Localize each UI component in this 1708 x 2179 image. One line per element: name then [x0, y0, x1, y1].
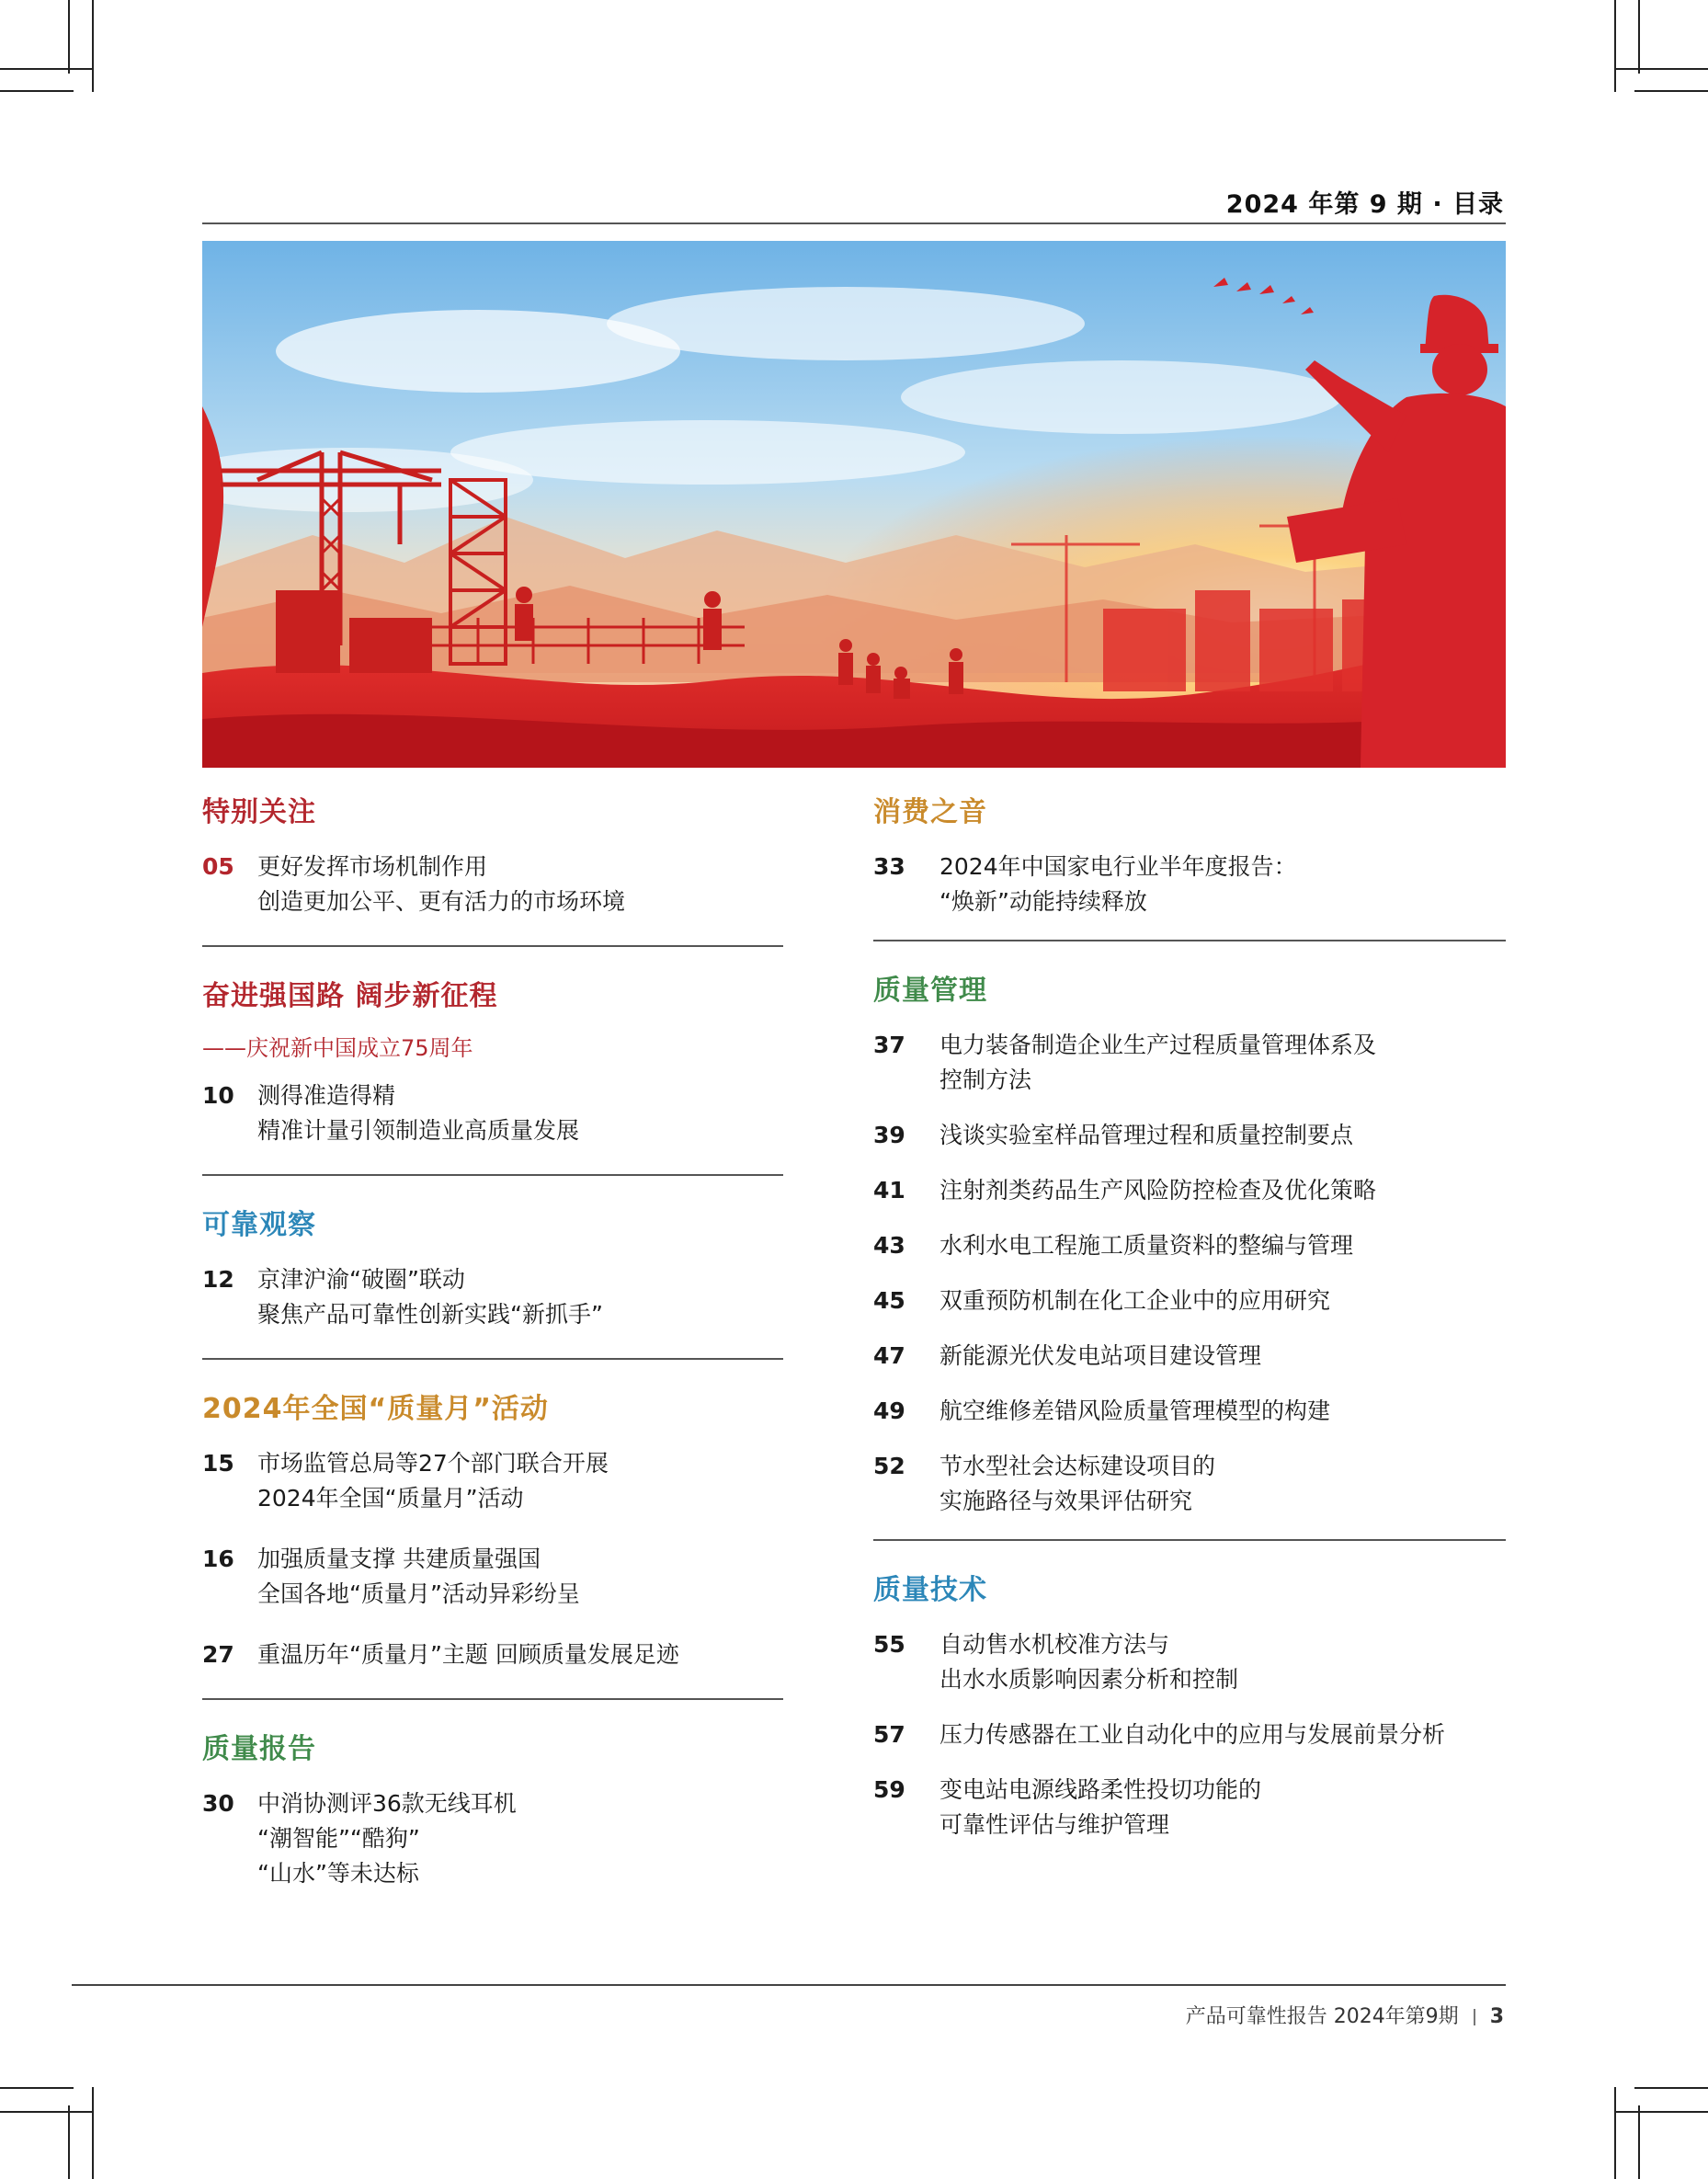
crop-mark-top-left-h	[0, 90, 74, 92]
section-subtitle: ——庆祝新中国成立75周年	[202, 1035, 473, 1061]
crop-mark-bottom-right-v	[1638, 2105, 1640, 2179]
toc-entry-line: 京津沪渝“破圈”联动	[257, 1266, 465, 1293]
toc-entry-line: 控制方法	[939, 1067, 1032, 1093]
toc-page-number: 43	[873, 1232, 905, 1259]
crop-mark-top-right-v2	[1614, 0, 1616, 92]
toc-entry[interactable]	[873, 1173, 1506, 1208]
toc-entry-line: 自动售水机校准方法与	[939, 1631, 1170, 1658]
section-divider	[202, 1698, 783, 1700]
toc-section	[873, 967, 1506, 1541]
toc-entry[interactable]	[873, 1773, 1506, 1842]
toc-page-number: 45	[873, 1287, 905, 1314]
section-heading: 奋进强国路 阔步新征程	[202, 980, 498, 1012]
toc-page-number: 47	[873, 1342, 905, 1369]
toc-entry-line: 实施路径与效果评估研究	[939, 1488, 1193, 1514]
toc-page-number: 55	[873, 1631, 905, 1658]
toc-section	[202, 1386, 783, 1700]
toc-entry[interactable]	[202, 850, 783, 919]
toc-entry-line: 浅谈实验室样品管理过程和质量控制要点	[939, 1122, 1354, 1148]
toc-entry-line: 变电站电源线路柔性投切功能的	[939, 1776, 1262, 1803]
toc-section	[202, 789, 783, 947]
footer-page-number: 3	[1489, 2005, 1504, 2028]
crop-mark-bottom-left-h	[0, 2087, 74, 2089]
toc-entry[interactable]	[202, 1786, 783, 1891]
section-divider	[202, 945, 783, 947]
toc-entry-line: 测得准造得精	[257, 1082, 396, 1109]
toc-section	[202, 1726, 783, 1891]
toc-entry-title	[939, 1394, 1330, 1429]
toc-entry-title	[257, 850, 625, 919]
toc-entry-line: 聚焦产品可靠性创新实践“新抓手”	[257, 1301, 603, 1328]
toc-section	[202, 973, 783, 1176]
crop-mark-bottom-left-v	[68, 2105, 70, 2179]
toc-page-number: 10	[202, 1082, 234, 1109]
toc-entry[interactable]	[873, 1627, 1506, 1697]
toc-entry-title	[939, 1717, 1445, 1752]
toc-entry-line: 全国各地“质量月”活动异彩纷呈	[257, 1580, 580, 1607]
toc-entry-title	[939, 1173, 1376, 1208]
toc-entry-line: 出水水质影响因素分析和控制	[939, 1666, 1239, 1693]
footer-rule	[72, 1984, 1506, 1986]
crop-mark-top-right-h	[1634, 90, 1708, 92]
crop-mark-bottom-left-v2	[92, 2087, 94, 2179]
toc-entry-line: “山水”等未达标	[257, 1860, 419, 1887]
toc-entry[interactable]	[202, 1446, 783, 1516]
toc-entry-line: 电力装备制造企业生产过程质量管理体系及	[939, 1032, 1377, 1058]
toc-entry-line: 2024年全国“质量月”活动	[257, 1485, 524, 1512]
crop-mark-top-left-h2	[0, 68, 92, 70]
toc-entry-title	[939, 1118, 1353, 1153]
footer-publication: 产品可靠性报告 2024年第9期	[1185, 2005, 1459, 2028]
toc-entry[interactable]	[873, 1339, 1506, 1374]
section-heading: 质量报告	[202, 1733, 316, 1765]
footer-divider	[1474, 2009, 1475, 2025]
toc-entry-line: 航空维修差错风险质量管理模型的构建	[939, 1398, 1331, 1424]
toc-entry[interactable]	[873, 1228, 1506, 1263]
section-divider	[873, 1539, 1506, 1541]
toc-page-number: 05	[202, 853, 234, 880]
toc-page-number: 30	[202, 1790, 234, 1817]
toc-section	[202, 1202, 783, 1360]
toc-page-number: 59	[873, 1776, 905, 1803]
toc-entry-title	[939, 1627, 1238, 1697]
toc-section	[873, 1567, 1506, 1842]
section-heading: 消费之音	[873, 796, 987, 828]
banner-image	[202, 241, 1506, 768]
crop-mark-bottom-right-h2	[1616, 2111, 1708, 2113]
issue-title: 2024 年第 9 期 · 目录	[1225, 190, 1504, 219]
crop-mark-top-right-h2	[1616, 68, 1708, 70]
section-divider	[202, 1358, 783, 1360]
toc-entry-line: 新能源光伏发电站项目建设管理	[939, 1342, 1262, 1369]
toc-entry-line: 双重预防机制在化工企业中的应用研究	[939, 1287, 1331, 1314]
toc-page-number: 41	[873, 1177, 905, 1204]
toc-entry-line: 压力传感器在工业自动化中的应用与发展前景分析	[939, 1721, 1446, 1748]
toc-entry-line: 加强质量支撑 共建质量强国	[257, 1546, 541, 1572]
toc-entry[interactable]	[873, 1028, 1506, 1098]
toc-entry-line: 精准计量引领制造业高质量发展	[257, 1117, 580, 1144]
toc-entry-title	[939, 1339, 1261, 1374]
toc-entry-line: 市场监管总局等27个部门联合开展	[257, 1450, 609, 1477]
toc-page-number: 33	[873, 853, 905, 880]
toc-page-number: 16	[202, 1546, 234, 1572]
toc-entry[interactable]	[873, 1283, 1506, 1318]
toc-entry[interactable]	[873, 1118, 1506, 1153]
toc-entry-line: “潮智能”“酷狗”	[257, 1825, 420, 1852]
toc-entry-line: 水利水电工程施工质量资料的整编与管理	[939, 1232, 1354, 1259]
toc-entry-line: 重温历年“质量月”主题 回顾质量发展足迹	[257, 1641, 679, 1668]
toc-entry-line: 中消协测评36款无线耳机	[257, 1790, 517, 1817]
toc-entry-line: 更好发挥市场机制作用	[257, 853, 488, 880]
section-heading: 特别关注	[202, 796, 316, 828]
toc-page-number: 12	[202, 1266, 234, 1293]
section-heading: 质量管理	[873, 975, 987, 1007]
crop-mark-bottom-left-h2	[0, 2111, 92, 2113]
toc-entry[interactable]	[202, 1262, 783, 1332]
toc-entry[interactable]	[873, 1717, 1506, 1752]
toc-entry-title	[257, 1542, 580, 1612]
toc-entry-title	[257, 1262, 603, 1332]
toc-entry[interactable]	[873, 1394, 1506, 1429]
toc-section	[873, 789, 1506, 941]
toc-right-column	[873, 789, 1506, 1863]
toc-entry-title	[257, 1446, 609, 1516]
toc-entry-title	[257, 1637, 679, 1672]
crop-mark-top-left-v	[68, 0, 70, 74]
crop-mark-bottom-right-h	[1634, 2087, 1708, 2089]
section-heading: 可靠观察	[202, 1209, 316, 1241]
toc-page-number: 15	[202, 1450, 234, 1477]
toc-entry[interactable]	[202, 1542, 783, 1612]
toc-entry[interactable]	[202, 1637, 783, 1672]
toc-entry-line: “焕新”动能持续释放	[939, 888, 1147, 915]
toc-left-column	[202, 789, 783, 1917]
toc-entry-title	[939, 1283, 1330, 1318]
toc-page-number: 27	[202, 1641, 234, 1668]
toc-page-number: 49	[873, 1398, 905, 1424]
toc-entry-line: 节水型社会达标建设项目的	[939, 1453, 1216, 1479]
toc-page-number: 57	[873, 1721, 905, 1748]
toc-entry-line: 可靠性评估与维护管理	[939, 1811, 1170, 1838]
toc-page-number: 52	[873, 1453, 905, 1479]
section-heading: 质量技术	[873, 1574, 987, 1606]
construction-sunrise-illustration	[202, 241, 1506, 768]
section-divider	[202, 1174, 783, 1176]
section-heading: 2024年全国“质量月”活动	[202, 1393, 549, 1425]
crop-mark-top-left-v2	[92, 0, 94, 92]
toc-entry-line: 创造更加公平、更有活力的市场环境	[257, 888, 626, 915]
toc-entry-title	[939, 850, 1297, 919]
section-divider	[873, 940, 1506, 941]
toc-page-number: 39	[873, 1122, 905, 1148]
toc-page-number: 37	[873, 1032, 905, 1058]
toc-entry-title	[939, 1773, 1261, 1842]
crop-mark-top-right-v	[1638, 0, 1640, 74]
toc-entry-title	[939, 1449, 1215, 1519]
toc-entry-line: 2024年中国家电行业半年度报告：	[939, 853, 1297, 880]
crop-mark-bottom-right-v2	[1614, 2087, 1616, 2179]
header-rule	[202, 222, 1506, 224]
footer	[1186, 2001, 1504, 2029]
toc-entry[interactable]	[873, 850, 1506, 919]
toc-entry-title	[257, 1786, 517, 1891]
toc-entry-line: 注射剂类药品生产风险防控检查及优化策略	[939, 1177, 1377, 1204]
toc-entry[interactable]	[873, 1449, 1506, 1519]
toc-entry-title	[257, 1078, 579, 1148]
toc-entry[interactable]	[202, 1078, 783, 1148]
toc-entry-title	[939, 1028, 1376, 1098]
toc-entry-title	[939, 1228, 1353, 1263]
